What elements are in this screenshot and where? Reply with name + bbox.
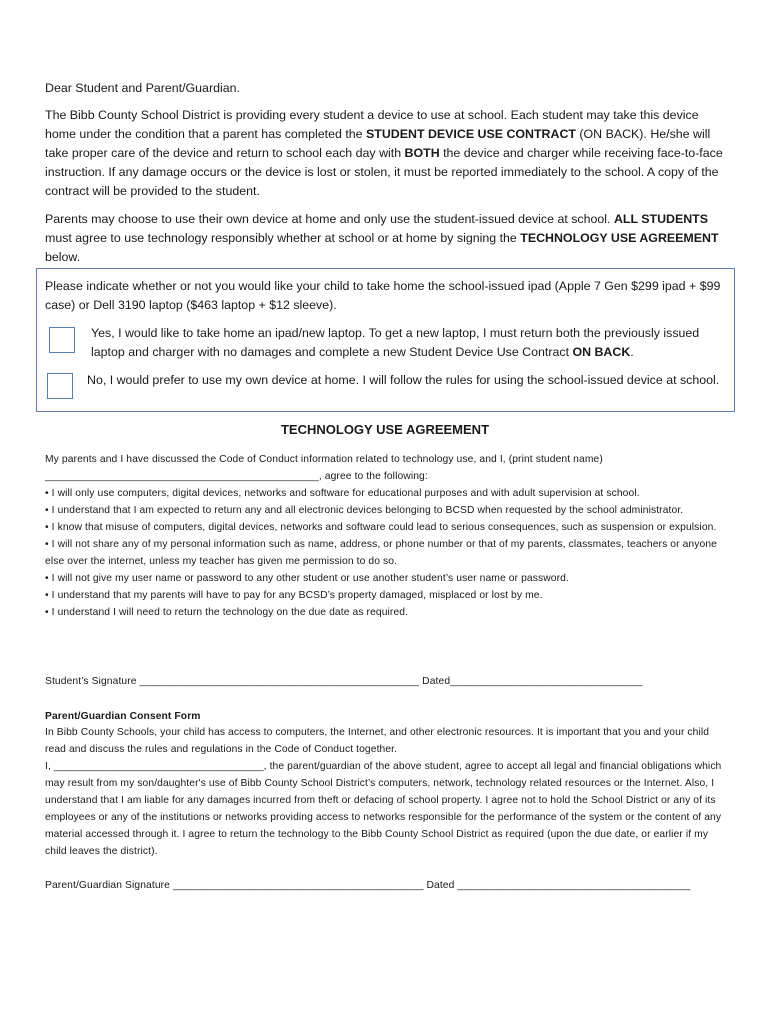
device-option-box [36, 268, 735, 412]
letter-greeting: Dear Student and Parent/Guardian. [45, 81, 240, 95]
yes-option-label [91, 324, 731, 362]
no-checkbox[interactable] [47, 373, 73, 399]
consent-body [45, 724, 725, 860]
no-option-label: No, I would prefer to use my own device at home. I will follow the rules for using the school-issued device at school. [87, 373, 720, 387]
parent-signature-line[interactable]: Parent/Guardian Signature ___________________________________________ Dated ________________________________________ [45, 880, 691, 891]
consent-paragraph-1: In Bibb County Schools, your child has access to computers, the Internet, and other electronic resources. It is important that you and your child read and discuss the rules and regulations in the Code of Conduct together. [45, 727, 710, 755]
parents-text-3: below. [45, 250, 81, 264]
yes-option-text: Yes, I would like to take home an ipad/new laptop. To get a new laptop, I must return both the previously issued laptop and charger with no damages and complete a new Student Device Use Contract [91, 326, 700, 359]
agreement-line-2: _______________________________________________, agree to the following: [45, 471, 428, 482]
consent-heading: Parent/Guardian Consent Form [45, 711, 201, 722]
student-signature-line[interactable]: Student’s Signature ________________________________________________ Dated_________________________________ [45, 676, 643, 687]
intro-bold-contract: STUDENT DEVICE USE CONTRACT [366, 127, 576, 141]
agreement-body [45, 451, 725, 621]
agreement-line-1: My parents and I have discussed the Code of Conduct information related to technology use, and I, (print student name) [45, 454, 603, 465]
intro-bold-both: BOTH [404, 146, 440, 160]
agreement-bullet-2: • I understand that I am expected to return any and all electronic devices belonging to BCSD when requested by the school administrator. [45, 505, 684, 516]
yes-checkbox[interactable] [49, 327, 75, 353]
yes-option-end: . [630, 345, 634, 359]
parents-bold-agreement: TECHNOLOGY USE AGREEMENT [520, 231, 719, 245]
agreement-bullet-5: • I will not give my user name or password to any other student or use another student’s user name or password. [45, 573, 569, 584]
parents-bold-all-students: ALL STUDENTS [613, 212, 709, 226]
agreement-bullet-3: • I know that misuse of computers, digital devices, networks and software could lead to serious consequences, such as suspension or expulsion. [45, 522, 717, 533]
agreement-bullet-1: • I will only use computers, digital devices, networks and software for educational purposes and with adult supervision at school. [45, 488, 640, 499]
parents-text-2: must agree to use technology responsibly whether at school or at home by signing the [45, 231, 521, 245]
yes-option-bold: ON BACK [572, 345, 631, 359]
parents-text-1: Parents may choose to use their own device at home and only use the student-issued device at school. [45, 212, 614, 226]
parents-paragraph [45, 210, 725, 267]
intro-text-2: (ON BACK). He/she will take proper care of the device and return to school each day with [45, 127, 711, 160]
agreement-title: TECHNOLOGY USE AGREEMENT [280, 422, 490, 437]
device-option-question: Please indicate whether or not you would like your child to take home the school-issued ipad (Apple 7 Gen $299 ipad + $99 case) or Dell 3190 laptop ($463 laptop + $12 sleeve). [45, 279, 721, 312]
agreement-bullet-6: • I understand that my parents will have to pay for any BCSD’s property damaged, misplaced or lost by me. [45, 590, 543, 601]
intro-text-1: The Bibb County School District is providing every student a device to use at school. Each student may take this device home under the condition that a parent has completed the [45, 108, 699, 141]
intro-text-3: the device and charger while receiving face-to-face instruction. If any damage occurs or the device is lost or stolen, it must be reported immediately to the school. A copy of the contract will be provided to the student. [45, 146, 723, 198]
intro-paragraph [45, 106, 725, 201]
agreement-bullet-7: • I understand I will need to return the technology on the due date as required. [45, 607, 409, 618]
agreement-bullet-4: • I will not share any of my personal information such as name, address, or phone number or that of my parents, classmates, teachers or anyone else over the internet, unless my teacher has given me permission to do so. [45, 539, 717, 567]
consent-paragraph-2: I, ____________________________________, the parent/guardian of the above student, agree to accept all legal and financial obligations which may result from my son/daughter's use of Bibb County School District’s computers, network, technology related resources or the Internet. Also, I understand that I am liable for any damages incurred from theft or defacing of school property. I agree not to hold the School District or any of its employees or any of the institutions or networks providing access to networks responsible for the performance of the system or the content of any material accessed through it. I agree to return the technology to the Bibb County School District as required (upon the due date, or earlier if my child leaves the district). [45, 761, 722, 857]
